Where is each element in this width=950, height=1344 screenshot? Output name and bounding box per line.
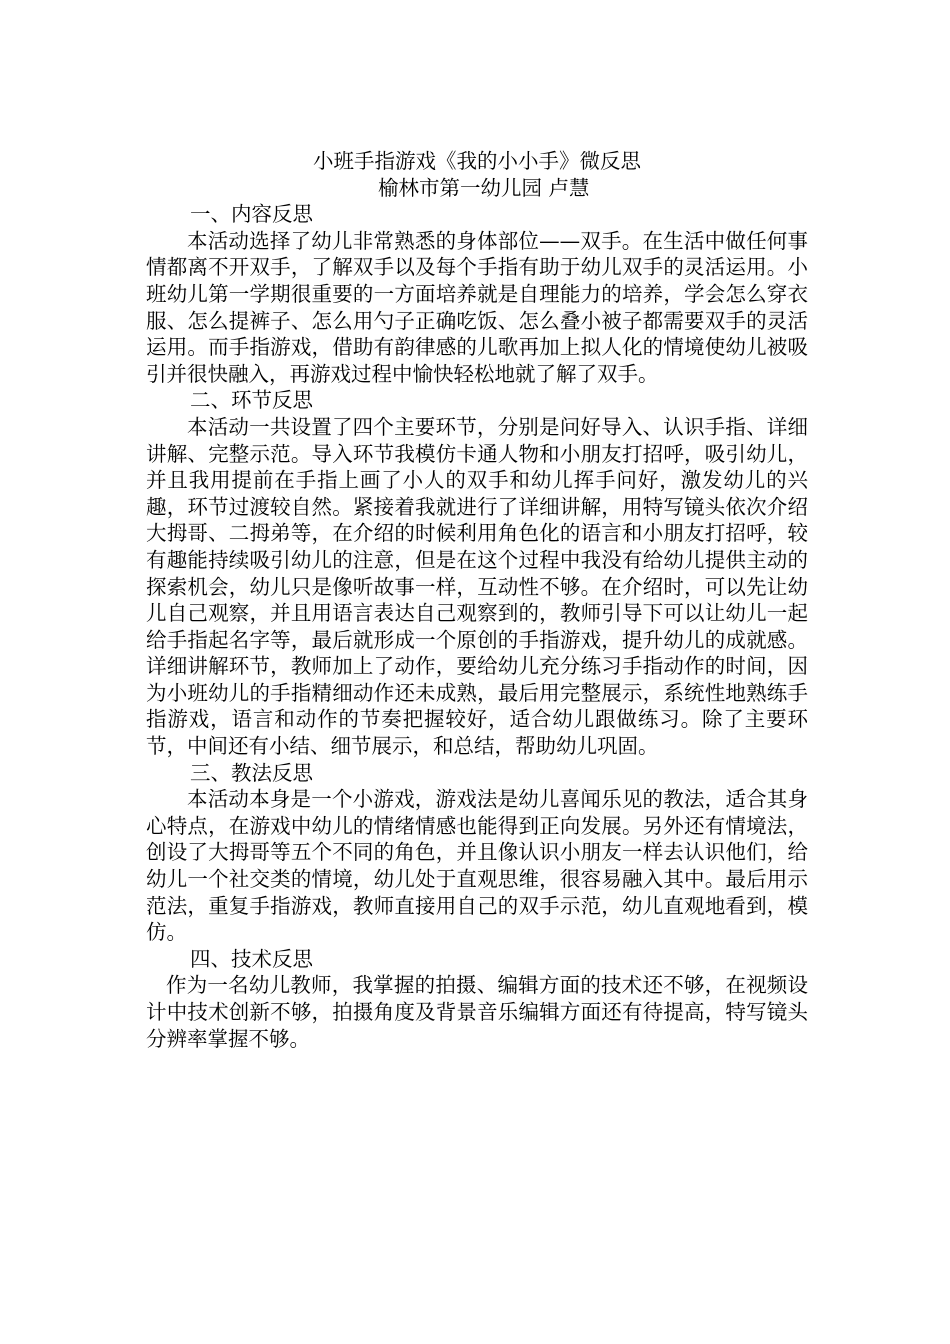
section-heading-steps: 二、环节反思 — [190, 388, 313, 413]
section-paragraph-steps: 本活动一共设置了四个主要环节，分别是问好导入、认识手指、详细讲解、完整示范。导入环节我模仿卡通人物和小朋友打招呼，吸引幼儿，并且我用提前在手指上画了小人的双手和幼儿挥手问好，激发幼儿的兴趣，环节过渡较自然。紧接着我就进行了详细讲解，用特写镜头依次介绍大拇哥、二拇弟等，在介绍的时候利用角色化的语言和小朋友打招呼，较有趣能持续吸引幼儿的注意，但是在这个过程中我没有给幼儿提供主动的探索机会，幼儿只是像听故事一样，互动性不够。在介绍时，可以先让幼儿自己观察，并且用语言表达自己观察到的，教师引导下可以让幼儿一起给手指起名字等，最后就形成一个原创的手指游戏，提升幼儿的成就感。详细讲解环节，教师加上了动作，要给幼儿充分练习手指动作的时间，因为小班幼儿的手指精细动作还未成熟，最后用完整展示，系统性地熟练手指游戏，语言和动作的节奏把握较好，适合幼儿跟做练习。除了主要环节，中间还有小结、细节展示，和总结，帮助幼儿巩固。 — [146, 414, 808, 759]
section-heading-methods: 三、教法反思 — [190, 760, 313, 785]
section-paragraph-technology: 作为一名幼儿教师，我掌握的拍摄、编辑方面的技术还不够，在视频设计中技术创新不够，拍摄角度及背景音乐编辑方面还有待提高，特写镜头分辨率掌握不够。 — [146, 973, 808, 1051]
section-heading-content: 一、内容反思 — [190, 202, 313, 227]
section-paragraph-content: 本活动选择了幼儿非常熟悉的身体部位——双手。在生活中做任何事情都离不开双手，了解双手以及每个手指有助于幼儿双手的灵活运用。小班幼儿第一学期很重要的一方面培养就是自理能力的培养，学会怎么穿衣服、怎么提裤子、怎么用勺子正确吃饭、怎么叠小被子都需要双手的灵活运用。而手指游戏，借助有韵律感的儿歌再加上拟人化的情境使幼儿被吸引并很快融入，再游戏过程中愉快轻松地就了解了双手。 — [146, 228, 808, 386]
section-paragraph-methods: 本活动本身是一个小游戏，游戏法是幼儿喜闻乐见的教法，适合其身心特点，在游戏中幼儿的情绪情感也能得到正向发展。另外还有情境法，创设了大拇哥等五个不同的角色，并且像认识小朋友一样去认识他们，给幼儿一个社交类的情境，幼儿处于直观思维，很容易融入其中。最后用示范法，重复手指游戏，教师直接用自己的双手示范，幼儿直观地看到，模仿。 — [146, 787, 808, 945]
document-title: 小班手指游戏《我的小小手》微反思 — [313, 149, 641, 173]
document-author: 榆林市第一幼儿园 卢慧 — [378, 175, 590, 200]
document-page — [146, 148, 808, 1052]
section-heading-technology: 四、技术反思 — [190, 946, 313, 971]
